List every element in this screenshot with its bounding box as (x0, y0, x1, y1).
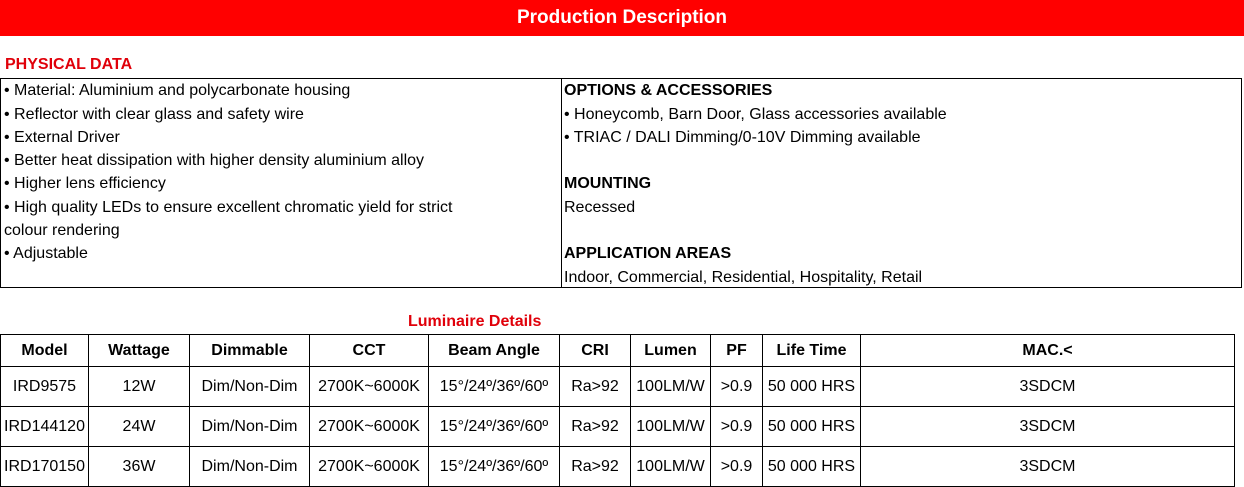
physical-data-box (0, 78, 1242, 288)
table-row (1, 407, 1235, 447)
cell-beam-angle: 15°/24º/36º/60º (429, 447, 560, 487)
mounting-heading: MOUNTING (564, 175, 652, 192)
cell-life-time: 50 000 HRS (763, 367, 861, 407)
header-cri: CRI (560, 335, 631, 367)
table-row (1, 447, 1235, 487)
cell-pf: >0.9 (711, 407, 763, 447)
cell-pf: >0.9 (711, 447, 763, 487)
header-pf: PF (711, 335, 763, 367)
header-mac: MAC.< (861, 335, 1235, 367)
header-dimmable: Dimmable (190, 335, 310, 367)
cell-dimmable: Dim/Non-Dim (190, 407, 310, 447)
cell-wattage: 24W (89, 407, 190, 447)
cell-model: IRD144120 (1, 407, 89, 447)
cell-mac: 3SDCM (861, 407, 1235, 447)
cell-cri: Ra>92 (560, 367, 631, 407)
cell-cri: Ra>92 (560, 407, 631, 447)
cell-cct: 2700K~6000K (310, 407, 429, 447)
option-item: • Honeycomb, Barn Door, Glass accessories available (564, 106, 947, 123)
table-header-row (1, 335, 1235, 367)
cell-life-time: 50 000 HRS (763, 407, 861, 447)
cell-wattage: 36W (89, 447, 190, 487)
table-row (1, 367, 1235, 407)
feature-line: • High quality LEDs to ensure excellent chromatic yield for strict (4, 199, 453, 216)
cell-beam-angle: 15°/24º/36º/60º (429, 367, 560, 407)
application-value: Indoor, Commercial, Residential, Hospitality, Retail (564, 269, 923, 286)
header-life-time: Life Time (763, 335, 861, 367)
cell-life-time: 50 000 HRS (763, 447, 861, 487)
application-heading: APPLICATION AREAS (564, 245, 732, 262)
header-lumen: Lumen (631, 335, 711, 367)
banner-title: Production Description (516, 7, 728, 28)
cell-lumen: 100LM/W (631, 367, 711, 407)
cell-model: IRD170150 (1, 447, 89, 487)
cell-lumen: 100LM/W (631, 447, 711, 487)
header-cct: CCT (310, 335, 429, 367)
cell-beam-angle: 15°/24º/36º/60º (429, 407, 560, 447)
header-beam-angle: Beam Angle (429, 335, 560, 367)
cell-pf: >0.9 (711, 367, 763, 407)
feature-line: • External Driver (4, 129, 120, 146)
cell-dimmable: Dim/Non-Dim (190, 447, 310, 487)
cell-model: IRD9575 (1, 367, 89, 407)
physical-data-title: PHYSICAL DATA (5, 56, 133, 73)
cell-cct: 2700K~6000K (310, 447, 429, 487)
feature-line: • Material: Aluminium and polycarbonate housing (4, 82, 351, 99)
feature-line: • Adjustable (4, 245, 88, 262)
feature-line: • Reflector with clear glass and safety wire (4, 106, 304, 123)
column-divider (561, 79, 562, 287)
feature-line: colour rendering (4, 222, 120, 239)
feature-line: • Higher lens efficiency (4, 175, 166, 192)
feature-line: • Better heat dissipation with higher density aluminium alloy (4, 152, 425, 169)
header-model: Model (1, 335, 89, 367)
cell-cct: 2700K~6000K (310, 367, 429, 407)
cell-dimmable: Dim/Non-Dim (190, 367, 310, 407)
option-item: • TRIAC / DALI Dimming/0-10V Dimming available (564, 129, 921, 146)
cell-mac: 3SDCM (861, 367, 1235, 407)
options-heading: OPTIONS & ACCESSORIES (564, 82, 773, 99)
luminaire-details-title: Luminaire Details (408, 313, 542, 330)
mounting-value: Recessed (564, 199, 636, 216)
page-banner (0, 0, 1244, 36)
cell-wattage: 12W (89, 367, 190, 407)
cell-cri: Ra>92 (560, 447, 631, 487)
cell-lumen: 100LM/W (631, 407, 711, 447)
header-wattage: Wattage (89, 335, 190, 367)
luminaire-table (0, 334, 1235, 487)
cell-mac: 3SDCM (861, 447, 1235, 487)
